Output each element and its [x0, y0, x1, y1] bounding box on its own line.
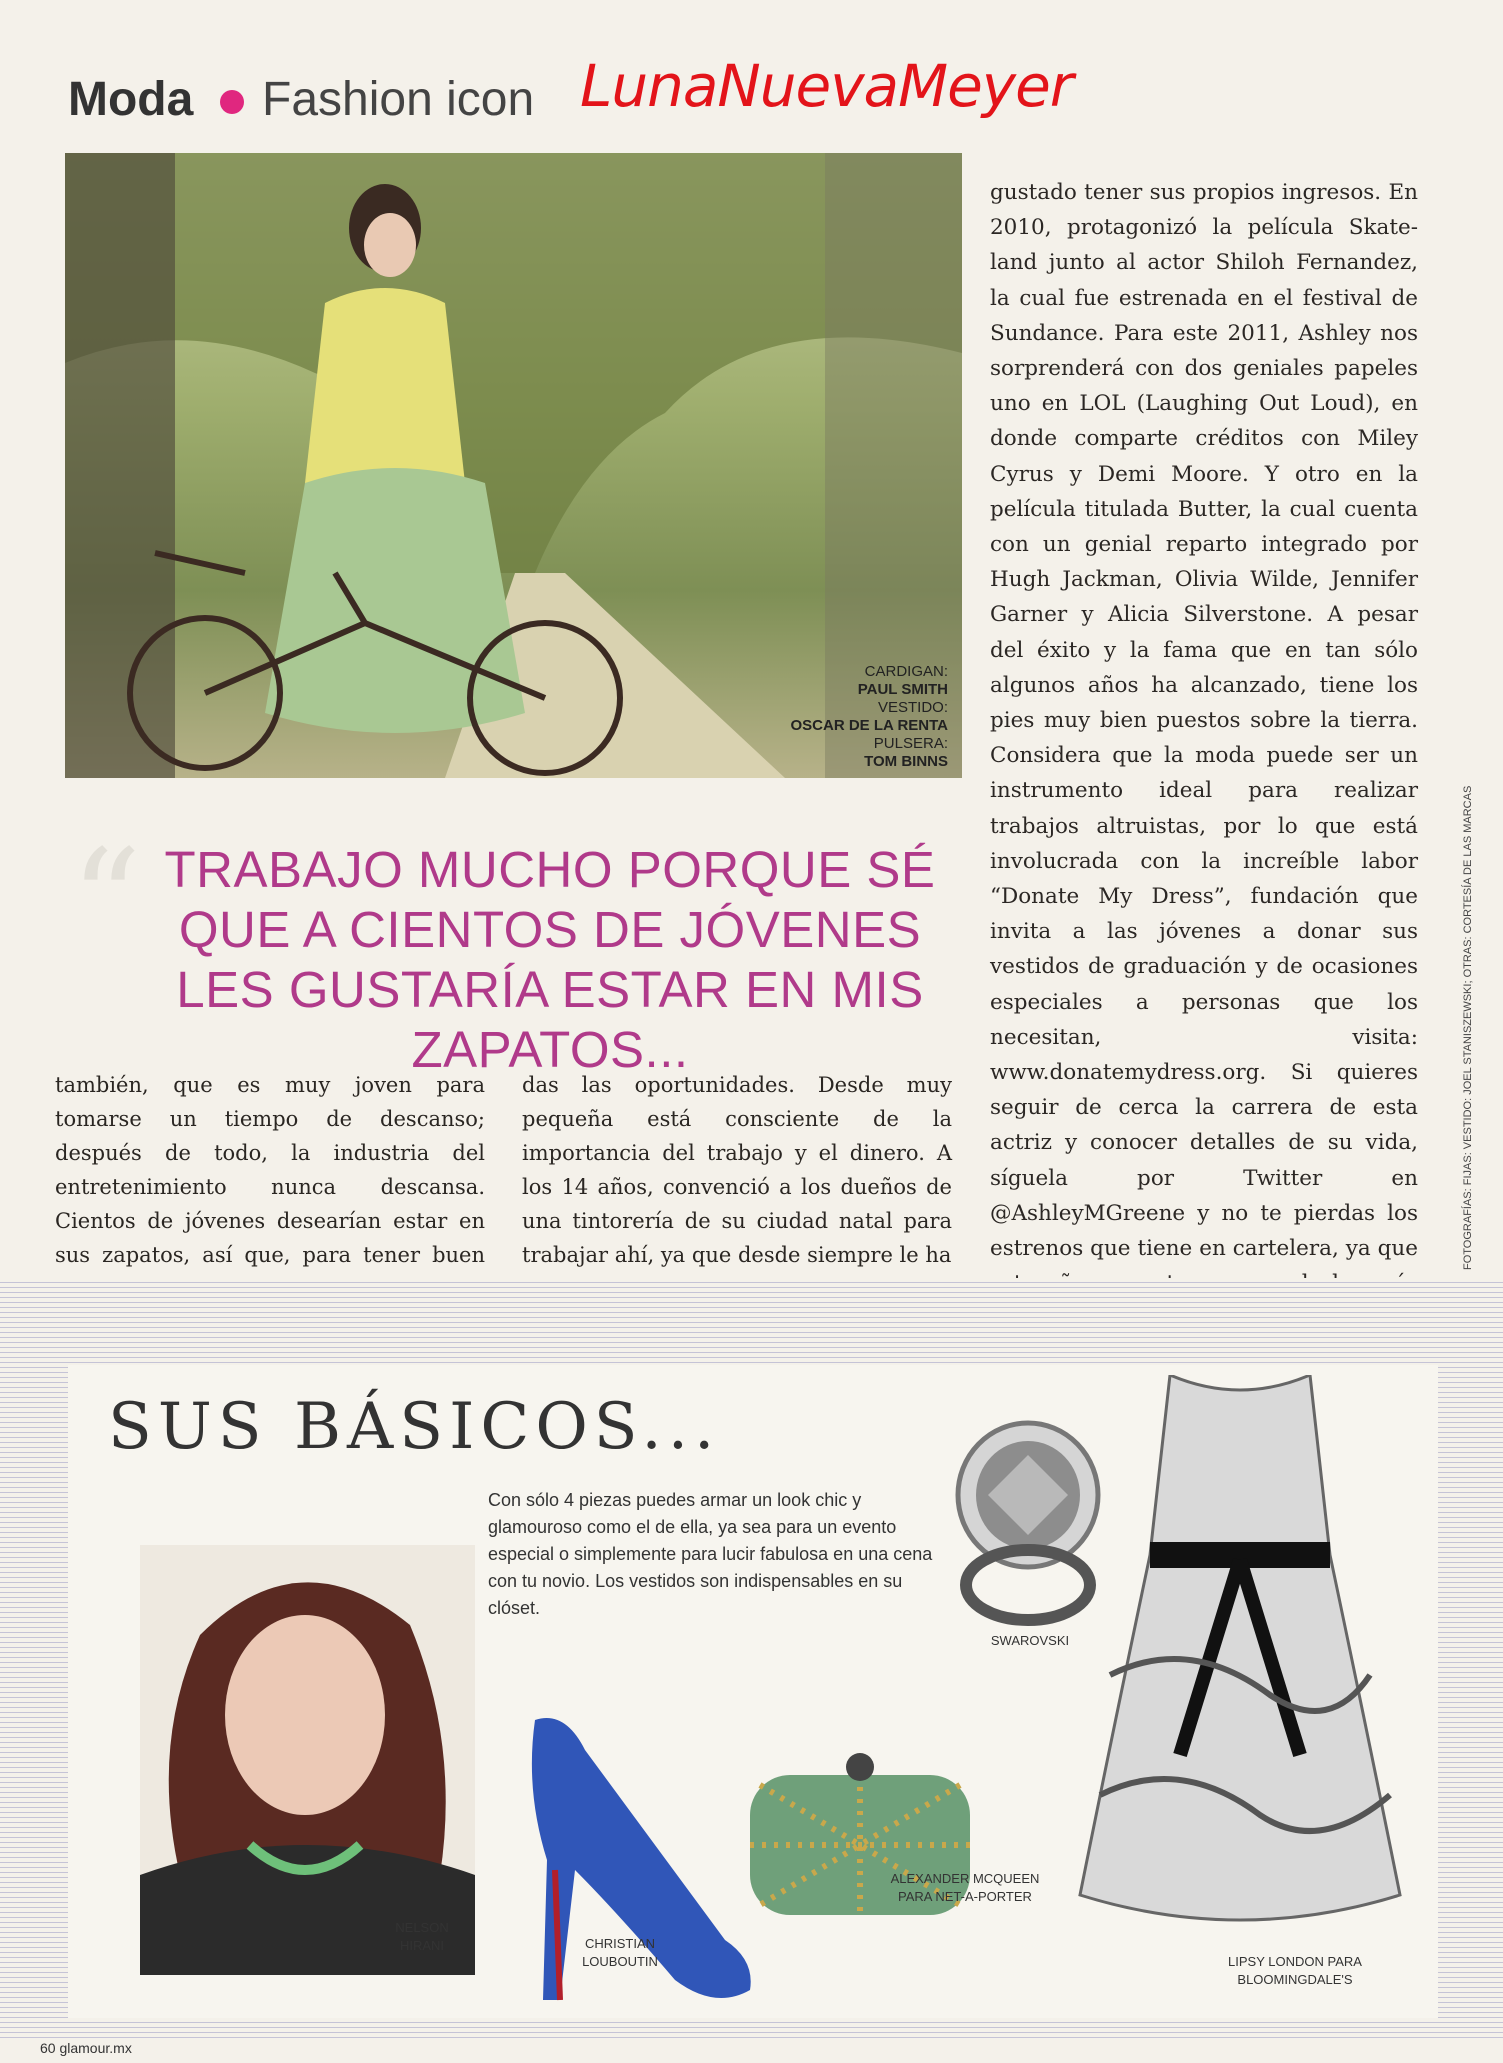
article-paragraph: gustado tener sus propios ingresos. En 2010, protagonizó la película Skateland junto al actor Shiloh Fernandez, la cual fue estrenada en el festival de Sundance. Para este 2011, Ashley nos sorprenderá con dos geniales papeles uno en LOL (Laughing Out Loud), en donde comparte créditos con Miley Cyrus y Demi Moore. Y otro en la película titulada Butter, la cual cuenta con un genial reparto integrado por Hugh Jackman, Olivia Wilde, Jennifer Garner y Alicia Silverstone. A pesar del éxito y la fama que en tan sólo algunos años ha alcanzado, tiene los pies muy bien puestos sobre la tierra. Considera que la moda puede ser un instrumento ideal para realizar trabajos altruistas, por lo que está involucrada con la increíble labor “Donate My Dress”, fundación que invita a las jóvenes a donar sus vestidos de graduación y de ocasiones especiales a personas que los necesitan, visita: www.donatemydress.org. Si quieres seguir de cerca la carrera de esta actriz y conocer detalles de su vida, síguela por Twitter en @AshleyMGreene y no te pierdas los estrenos que tiene en cartelera, ya que — [990, 180, 1418, 1262]
page-footer: 60 glamour.mx — [40, 2040, 132, 2056]
basicos-intro: Con sólo 4 piezas puedes armar un look chic y glamouroso como el de ella, ya sea para un evento especial o simplemente para lucir fabulosa en una cena con tu novio. Los vestidos son indispensables en su clóset. — [488, 1490, 933, 1618]
credit-label: VESTIDO: — [877, 699, 948, 716]
basicos-title: SUS BÁSICOS... — [108, 1390, 721, 1464]
section-title: Moda — [68, 73, 194, 126]
dress-product — [1070, 1375, 1410, 1945]
credit-label: CARDIGAN: — [864, 663, 948, 680]
pull-quote: TRABAJO MUCHO PORQUE SÉ QUE A CIENTOS DE JÓVENES LES GUSTARÍA ESTAR EN MIS ZAPATOS... — [164, 841, 936, 1078]
watermark: LunaNuevaMeyer — [580, 52, 1073, 120]
hero-photo — [65, 153, 962, 778]
portrait-credit: NELSON HIRANI — [395, 1920, 449, 1953]
portrait-photo — [140, 1545, 475, 1975]
credit-label: PULSERA: — [873, 735, 948, 752]
section-dot — [220, 90, 244, 114]
product-label: SWAROVSKI — [990, 1633, 1070, 1648]
article-paragraph: también, que es muy joven para tomarse un tiempo de descanso; después de todo, la industria del entretenimiento nunca descansa. Cientos de jóvenes desearían estar en sus zapatos, así que, para tener buen — [55, 1073, 485, 1267]
product-label: ALEXANDER MCQUEEN PARA NET-A-PORTER — [890, 1871, 1040, 1904]
credit-value: OSCAR DE LA RENTA — [790, 717, 948, 734]
photo-credit — [728, 663, 948, 771]
article-right-column — [990, 175, 1418, 1407]
product-label: LIPSY LONDON PARA BLOOMINGDALE'S — [1228, 1954, 1362, 1987]
article-left-column — [55, 1068, 485, 1306]
credit-line — [728, 663, 948, 699]
credit-line — [728, 699, 948, 735]
article-paragraph: das las oportunidades. Desde muy pequeña está consciente de la importancia del trabajo y el dinero. A los 14 años, convenció a los dueños de una tintorería de su ciudad natal para trabajar ahí, ya que desde siempre le ha — [522, 1073, 952, 1267]
side-photo-credit: FOTOGRAFÍAS: FIJAS: VESTIDO: JOEL STANISZEWSKI; OTRAS: CORTESÍA DE LAS MARCAS — [1462, 785, 1474, 1270]
quote-mark-icon: “ — [70, 820, 142, 983]
credit-value: PAUL SMITH — [857, 681, 948, 698]
dress-icon — [1070, 1375, 1410, 1945]
credit-line — [728, 735, 948, 771]
subsection-title: Fashion icon — [262, 73, 535, 126]
portrait-illustration — [140, 1545, 475, 1975]
product-label: CHRISTIAN LOUBOUTIN — [582, 1936, 658, 1969]
article-middle-column — [522, 1068, 952, 1272]
credit-value: TOM BINNS — [864, 753, 948, 770]
